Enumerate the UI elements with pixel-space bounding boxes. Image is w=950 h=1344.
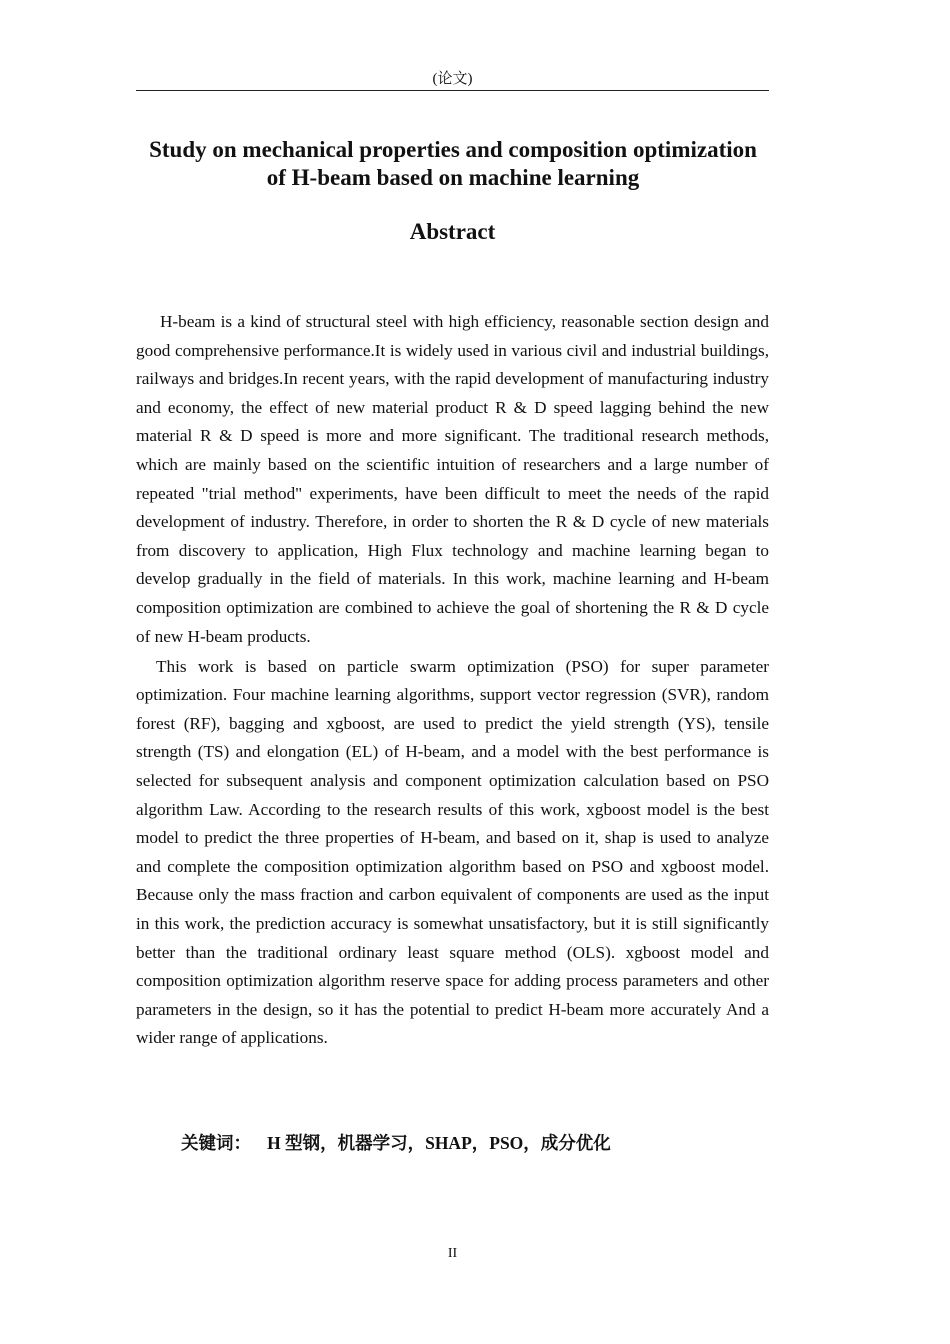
- paper-title: [128, 136, 778, 192]
- abstract-paragraph-1: H-beam is a kind of structural steel with high efficiency, reasonable section design and good comprehensive performance.It is widely used in various civil and industrial buildings, railways and bridges.In recent years, with the rapid development of manufacturing industry and economy, the effect of new material product R & D speed lagging behind the new material R & D speed is more and more significant. The traditional research methods, which are mainly based on the scientific intuition of researchers and a large number of repeated "trial method" experiments, have been difficult to meet the needs of the rapid development of industry. Therefore, in order to shorten the R & D cycle of new materials from discovery to application, High Flux technology and machine learning began to develop gradually in the field of materials. In this work, machine learning and H-beam composition optimization are combined to achieve the goal of shortening the R & D cycle of new H-beam products.: [136, 312, 769, 646]
- keywords-line: [181, 1130, 769, 1157]
- abstract-paragraph-2: This work is based on particle swarm optimization (PSO) for super parameter optimization. Four machine learning algorithms, support vector regression (SVR), random forest (RF), bagging and xgboost, are used to predict the yield strength (YS), tensile strength (TS) and elongation (EL) of H-beam, and a model with the best performance is selected for subsequent analysis and component optimization calculation based on PSO algorithm Law. According to the research results of this work, xgboost model is the best model to predict the three properties of H-beam, and based on it, shap is used to analyze and complete the composition optimization algorithm based on PSO and xgboost model. Because only the mass fraction and carbon equivalent of components are used as the input in this work, the prediction accuracy is somewhat unsatisfactory, but it is still significantly better than the traditional ordinary least square method (OLS). xgboost model and composition optimization algorithm reserve space for adding process parameters and other parameters in the design, so it has the potential to predict H-beam more accurately And a wider range of applications.: [136, 656, 769, 1048]
- abstract-heading: Abstract: [409, 219, 496, 244]
- title-line-2: of H-beam based on machine learning: [266, 165, 640, 190]
- abstract-body: [136, 308, 769, 1054]
- header-label: (论文): [432, 71, 473, 87]
- title-line-1: Study on mechanical properties and composition optimization: [149, 137, 757, 162]
- running-header: [136, 68, 769, 91]
- page-number: II: [447, 1246, 458, 1261]
- keywords-label: 关键词：: [181, 1134, 251, 1154]
- keywords-values: H 型钢，机器学习，SHAP，PSO，成分优化: [267, 1133, 611, 1153]
